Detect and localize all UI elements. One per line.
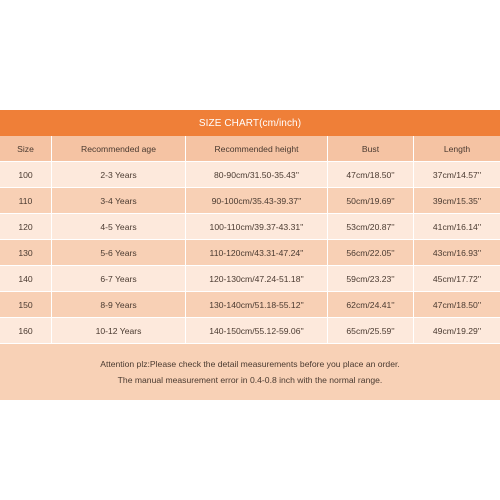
cell-size: 130 [0, 240, 52, 266]
cell-length: 37cm/14.57'' [414, 162, 500, 188]
cell-age: 5-6 Years [52, 240, 186, 266]
size-table [0, 136, 500, 344]
cell-age: 4-5 Years [52, 214, 186, 240]
cell-bust: 47cm/18.50'' [328, 162, 414, 188]
table-row [0, 240, 500, 266]
column-header-age: Recommended age [52, 136, 186, 162]
cell-height: 110-120cm/43.31-47.24'' [186, 240, 328, 266]
cell-age: 10-12 Years [52, 318, 186, 344]
cell-age: 3-4 Years [52, 188, 186, 214]
attention-note [0, 344, 500, 400]
column-header-bust: Bust [328, 136, 414, 162]
cell-size: 160 [0, 318, 52, 344]
cell-age: 2-3 Years [52, 162, 186, 188]
cell-height: 90-100cm/35.43-39.37'' [186, 188, 328, 214]
table-row [0, 292, 500, 318]
cell-bust: 53cm/20.87'' [328, 214, 414, 240]
cell-bust: 62cm/24.41'' [328, 292, 414, 318]
cell-height: 130-140cm/51.18-55.12'' [186, 292, 328, 318]
table-row [0, 318, 500, 344]
cell-bust: 59cm/23.23'' [328, 266, 414, 292]
cell-bust: 56cm/22.05'' [328, 240, 414, 266]
cell-length: 39cm/15.35'' [414, 188, 500, 214]
cell-height: 120-130cm/47.24-51.18'' [186, 266, 328, 292]
cell-length: 47cm/18.50'' [414, 292, 500, 318]
cell-length: 45cm/17.72'' [414, 266, 500, 292]
cell-length: 49cm/19.29'' [414, 318, 500, 344]
table-row [0, 214, 500, 240]
table-row [0, 162, 500, 188]
cell-size: 100 [0, 162, 52, 188]
header-row [0, 136, 500, 162]
cell-bust: 50cm/19.69'' [328, 188, 414, 214]
note-line: Attention plz:Please check the detail measurements before you place an order. [100, 359, 400, 369]
cell-size: 110 [0, 188, 52, 214]
column-header-size: Size [0, 136, 52, 162]
column-header-height: Recommended height [186, 136, 328, 162]
cell-size: 150 [0, 292, 52, 318]
cell-bust: 65cm/25.59'' [328, 318, 414, 344]
note-line: The manual measurement error in 0.4-0.8 inch with the normal range. [117, 375, 383, 385]
size-chart [0, 110, 500, 391]
table-row [0, 266, 500, 292]
chart-title: SIZE CHART(cm/inch) [0, 110, 500, 136]
cell-age: 6-7 Years [52, 266, 186, 292]
cell-height: 80-90cm/31.50-35.43'' [186, 162, 328, 188]
cell-length: 41cm/16.14'' [414, 214, 500, 240]
cell-length: 43cm/16.93'' [414, 240, 500, 266]
cell-height: 140-150cm/55.12-59.06'' [186, 318, 328, 344]
table-row [0, 188, 500, 214]
cell-size: 140 [0, 266, 52, 292]
cell-age: 8-9 Years [52, 292, 186, 318]
column-header-length: Length [414, 136, 500, 162]
cell-size: 120 [0, 214, 52, 240]
cell-height: 100-110cm/39.37-43.31'' [186, 214, 328, 240]
